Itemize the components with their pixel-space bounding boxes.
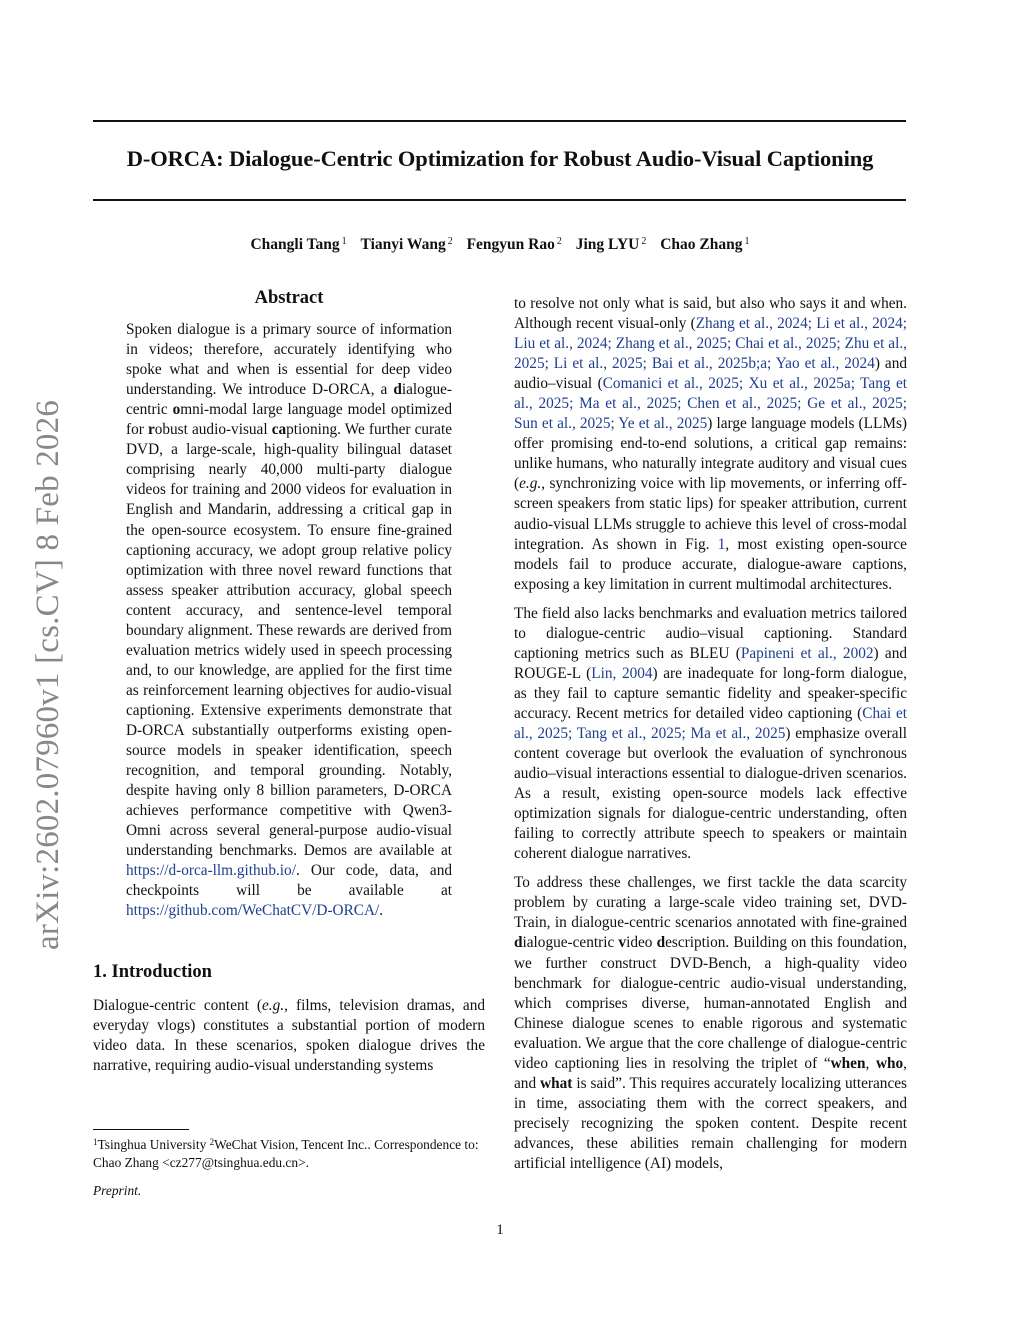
citation-link[interactable]: Zhang et al., 2024; Li et al., 2024; Liu et al., 2024; Zhang et al., 2025; Chai et al., 2025; Zhu et al., 2025; Li et al., 2025; Bai et al., 2025b;a; Yao et al., 2024: [514, 315, 907, 373]
preprint-label: Preprint.: [93, 1183, 142, 1198]
section-heading-introduction: 1. Introduction: [93, 962, 212, 983]
footnote-text: $^1$Tsinghua University $^2$WeChat Vision, Tencent Inc.. Correspondence to: Chao Zhang <cz277@tsinghua.edu.cn>.: [93, 1137, 479, 1170]
footnote-rule: [93, 1129, 189, 1130]
citation-link[interactable]: Comanici et al., 2025; Xu et al., 2025a; Tang et al., 2025; Ma et al., 2025; Chen et al., 2025; Ge et al., 2025; Sun et al., 2025; Ye et al., 2025: [514, 375, 907, 433]
abstract: [126, 288, 452, 921]
citation-link[interactable]: Papineni et al., 2002: [740, 644, 874, 662]
author: Jing LYU $^2$: [575, 236, 647, 253]
citation-link[interactable]: Chai et al., 2025; Tang et al., 2025; Ma et al., 2025: [514, 704, 907, 742]
title-bottom-rule: [93, 199, 906, 201]
title-top-rule: [93, 120, 906, 122]
author: Changli Tang $^1$: [250, 236, 347, 253]
github-link[interactable]: https://github.com/WeChatCV/D-ORCA/: [126, 902, 380, 920]
right-column: [514, 294, 907, 1174]
paper-title: D-ORCA: Dialogue-Centric Optimization for Robust Audio-Visual Captioning: [126, 146, 874, 171]
abstract-heading: Abstract: [254, 288, 324, 308]
body-paragraph: to resolve not only what is said, but also who says it and when. Although recent visual-only (Zhang et al., 2024; Li et al., 2024; Liu et al., 2024; Zhang et al., 2025; Chai et al., 2025; Zhu et al., 2025; Li et al., 2025; Bai et al., 2025b;a; Yao et al., 2024) and audio–visual (Comanici et al., 2025; Xu et al., 2025a; Tang et al., 2025; Ma et al., 2025; Chen et al., 2025; Ge et al., 2025; Sun et al., 2025; Ye et al., 2025) large language models (LLMs) offer promising end-to-end solutions, a critical gap remains: unlike humans, who naturally integrate auditory and visual cues (e.g., synchronizing voice with lip movements, or inferring off-screen speakers from static lips) for speaker attribution, current audio-visual LLMs struggle to achieve this level of cross-modal integration. As shown in Fig. 1, most existing open-source models fail to produce accurate, dialogue-aware captions, exposing a key limitation in current multimodal architectures.: [514, 295, 907, 593]
abstract-text: Spoken dialogue is a primary source of information in videos; therefore, accurately identifying who spoke what and when is essential for deep video understanding. We introduce D-ORCA, a dialogue-centric omni-modal large language model optimized for robust audio-visual captioning. We further curate DVD, a large-scale, high-quality bilingual dataset comprising nearly 40,000 multi-party dialogue videos for training and 2000 videos for evaluation in English and Mandarin, addressing a critical gap in the open-source ecosystem. To ensure fine-grained captioning accuracy, we adopt group relative policy optimization with three novel reward functions that assess speaker attribution accuracy, global speech content accuracy, and sentence-level temporal boundary alignment. These rewards are derived from evaluation metrics widely used in speech processing and, to our knowledge, are applied for the first time as reinforcement learning objectives for audio-visual captioning. Extensive experiments demonstrate that D-ORCA substantially outperforms existing open-source models in speaker identification, speech recognition, and temporal grounding. Notably, despite having only 8 billion parameters, D-ORCA achieves performance competitive with Qwen3-Omni across several general-purpose audio-visual understanding benchmarks. Demos are available at https://d-orca-llm.github.io/. Our code, data, and checkpoints will be available at https://github.com/WeChatCV/D-ORCA/.: [126, 321, 453, 920]
page-number: 1: [496, 1222, 504, 1238]
arxiv-identifier: arXiv:2602.07960v1 [cs.CV] 8 Feb 2026: [30, 399, 66, 950]
intro-paragraph: Dialogue-centric content (e.g., films, television dramas, and everyday vlogs) constitutes a substantial portion of modern video data. In these scenarios, spoken dialogue drives the narrative, requiring audio-visual understanding systems: [93, 996, 485, 1074]
body-paragraph: To address these challenges, we first tackle the data scarcity problem by curating a large-scale video training set, DVD-Train, in dialogue-centric scenarios annotated with fine-grained dialogue-centric video description. Building on this foundation, we further construct DVD-Bench, a high-quality video benchmark for dialogue-centric audio-visual understanding, which comprises diverse, human-annotated English and Chinese dialogue scenes to enable rigorous and systematic evaluation. We argue that the core challenge of dialogue-centric video captioning lies in resolving the triplet of “when, who, and what is said”. This requires accurately localizing utterances in time, associating them with the correct speakers, and precisely recognizing the spoken content. Despite recent advances, these abilities remain challenging for modern artificial intelligence (AI) models,: [514, 874, 907, 1172]
citation-link[interactable]: Lin, 2004: [591, 664, 653, 682]
left-column: [93, 288, 485, 1076]
author: Fengyun Rao $^2$: [466, 236, 562, 253]
figure-ref-link[interactable]: 1: [717, 535, 726, 553]
body-paragraph: The field also lacks benchmarks and evaluation metrics tailored to dialogue-centric audio–visual captioning. Standard captioning metrics such as BLEU (Papineni et al., 2002) and ROUGE-L (Lin, 2004) are inadequate for long-form dialogue, as they fail to capture semantic fidelity and speaker-specific accuracy. Recent metrics for detailed video captioning (Chai et al., 2025; Tang et al., 2025; Ma et al., 2025) emphasize overall content coverage but overlook the evaluation of synchronous audio–visual interactions essential to dialogue-driven scenarios. As a result, existing open-source models lack effective optimization signals for dialogue-centric understanding, often failing to correctly attribute speech to speakers or maintain coherent dialogue narratives.: [514, 604, 907, 863]
demo-link[interactable]: https://d-orca-llm.github.io/: [126, 862, 296, 880]
footnote: [93, 1129, 485, 1172]
author-list: [0, 236, 1000, 254]
author: Tianyi Wang $^2$: [360, 236, 453, 253]
author: Chao Zhang $^1$: [660, 236, 750, 253]
